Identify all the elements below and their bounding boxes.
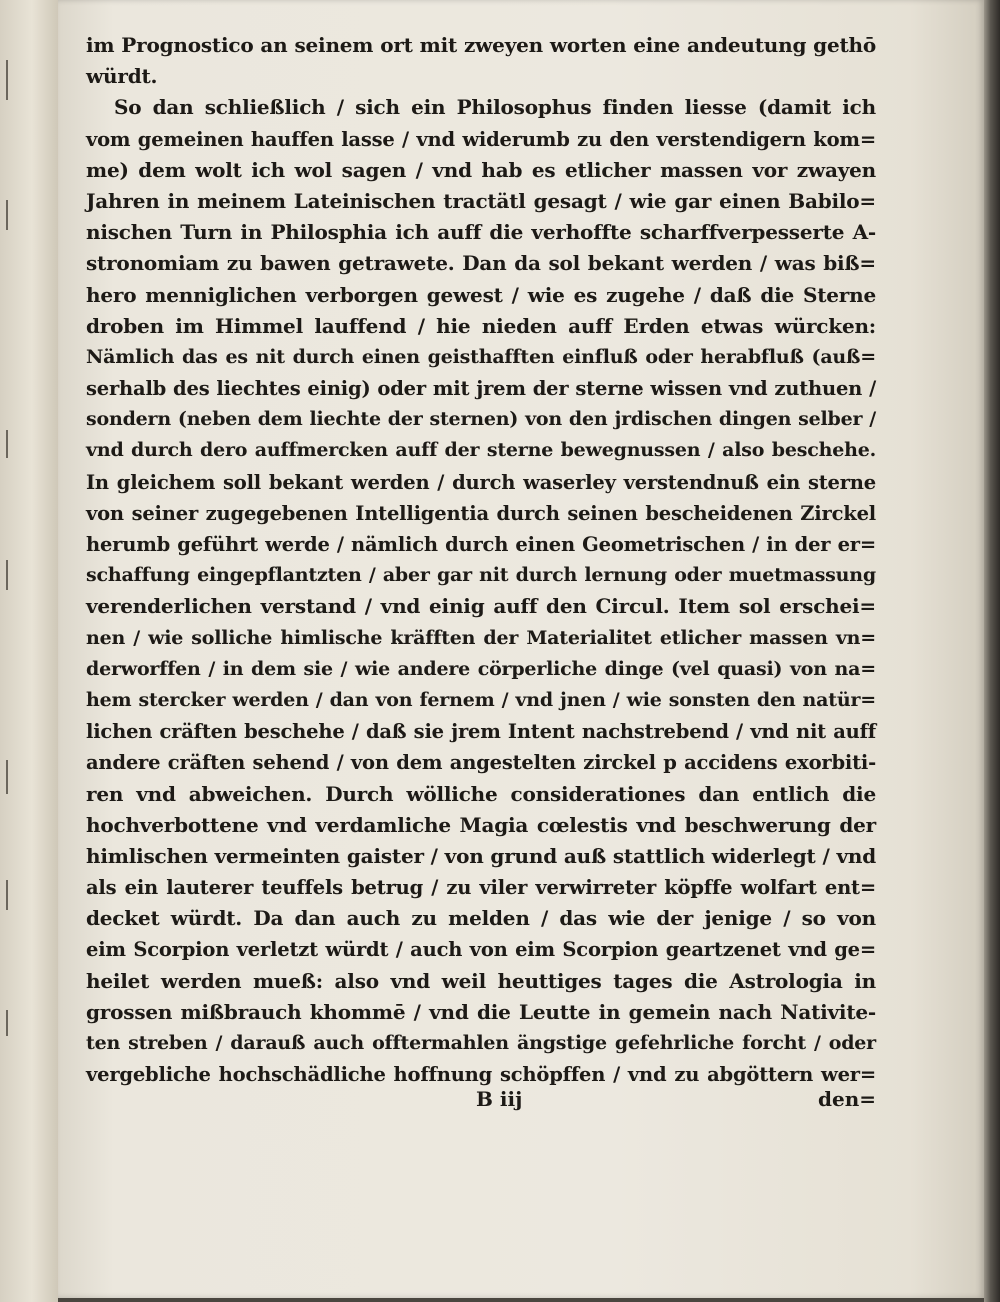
facing-page-bleed-mark xyxy=(6,1010,8,1036)
text-line: In gleichem soll bekant werden / durch waserley verstendnuß ein sterne xyxy=(86,470,876,494)
text-line: von seiner zugegebenen Intelligentia durch seinen bescheidenen Zirckel xyxy=(86,501,876,525)
text-line: decket würdt. Da dan auch zu melden / das wie der jenige / so von xyxy=(86,906,876,931)
facing-page-bleed-mark xyxy=(6,60,8,100)
text-line: als ein lauterer teuffels betrug / zu viler verwirreter köpffe wolfart ent= xyxy=(86,876,876,900)
facing-page-bleed-mark xyxy=(6,560,8,590)
facing-page-bleed-mark xyxy=(6,430,8,458)
text-line: hem stercker werden / dan von fernem / vnd jnen / wie sonsten den natür= xyxy=(86,688,876,711)
page-edge-shadow xyxy=(984,0,1000,1302)
text-line: heilet werden mueß: also vnd weil heuttiges tages die Astrologia in xyxy=(86,968,876,993)
text-line: Nämlich das es nit durch einen geisthafften einfluß oder herabfluß (auß= xyxy=(86,345,876,368)
text-line: hochverbottene vnd verdamliche Magia cœlestis vnd beschwerung der xyxy=(86,812,876,837)
text-line: lichen cräften beschehe / daß sie jrem Intent nachstrebend / vnd nit auff xyxy=(86,720,876,744)
text-line: grossen mißbrauch khommē / vnd die Leutte in gemein nach Nativite- xyxy=(86,999,876,1024)
text-line: derworffen / in dem sie / wie andere cörperliche dinge (vel quasi) von na= xyxy=(86,657,876,680)
text-line: schaffung eingepflantzten / aber gar nit durch lernung oder muetmassung xyxy=(86,564,876,587)
text-line: im Prognostico an seinem ort mit zweyen worten eine andeutung gethō xyxy=(86,33,876,57)
text-line: me) dem wolt ich wol sagen / vnd hab es etlicher massen vor zwayen xyxy=(86,157,876,182)
text-line: serhalb des liechtes einig) oder mit jrem der sterne wissen vnd zuthuen / xyxy=(86,377,876,401)
text-line: So dan schließlich / sich ein Philosophus finden liesse (damit ich xyxy=(114,95,876,120)
text-line: hero menniglichen verborgen gewest / wie es zugehe / daß die Sterne xyxy=(86,282,876,307)
text-line: himlischen vermeinten gaister / von grund auß stattlich widerlegt / vnd xyxy=(86,843,876,868)
text-line: eim Scorpion verletzt würdt / auch von eim Scorpion geartzenet vnd ge= xyxy=(86,938,876,962)
text-line: nen / wie solliche himlische kräfften der Materialitet etlicher massen vn= xyxy=(86,626,876,649)
text-line: sondern (neben dem liechte der sternen) von den jrdischen dingen selber / xyxy=(86,408,876,431)
page-footer xyxy=(86,1087,876,1121)
text-line: vnd durch dero auffmercken auff der sterne bewegnussen / also beschehe. xyxy=(86,439,876,462)
text-line: droben im Himmel lauffend / hie nieden auff Erden etwas würcken: xyxy=(86,313,876,338)
facing-page-bleed-mark xyxy=(6,760,8,794)
text-line: ten streben / darauß auch offtermahlen ängstige gefehrliche forcht / oder xyxy=(86,1032,876,1054)
text-line: vergebliche hochschädliche hoffnung schöpffen / vnd zu abgöttern wer= xyxy=(86,1063,876,1087)
facing-page-edge xyxy=(0,0,58,1302)
text-line: Jahren in meinem Lateinischen tractätl gesagt / wie gar einen Babilo= xyxy=(86,188,876,213)
text-line: verenderlichen verstand / vnd einig auff den Circul. Item sol erschei= xyxy=(86,594,876,619)
text-line: herumb geführt werde / nämlich durch einen Geometrischen / in der er= xyxy=(86,533,876,556)
book-page xyxy=(58,0,984,1302)
text-line: vom gemeinen hauffen lasse / vnd widerumb zu den verstendigern kom= xyxy=(86,127,876,151)
page-body-text xyxy=(86,30,876,1090)
facing-page-bleed-mark xyxy=(6,200,8,230)
signature-mark: B iij xyxy=(476,1087,523,1111)
text-line: würdt. xyxy=(86,64,158,89)
text-line: andere cräften sehend / von dem angestelten zirckel p accidens exorbiti- xyxy=(86,751,876,775)
text-line: ren vnd abweichen. Durch wölliche considerationes dan entlich die xyxy=(86,781,876,806)
catchword: den= xyxy=(817,1087,876,1111)
text-line: stronomiam zu bawen getrawete. Dan da sol bekant werden / was biß= xyxy=(86,251,876,276)
facing-page-bleed-mark xyxy=(6,880,8,910)
text-line: nischen Turn in Philosphia ich auff die verhoffte scharffverpesserte A- xyxy=(86,220,876,245)
